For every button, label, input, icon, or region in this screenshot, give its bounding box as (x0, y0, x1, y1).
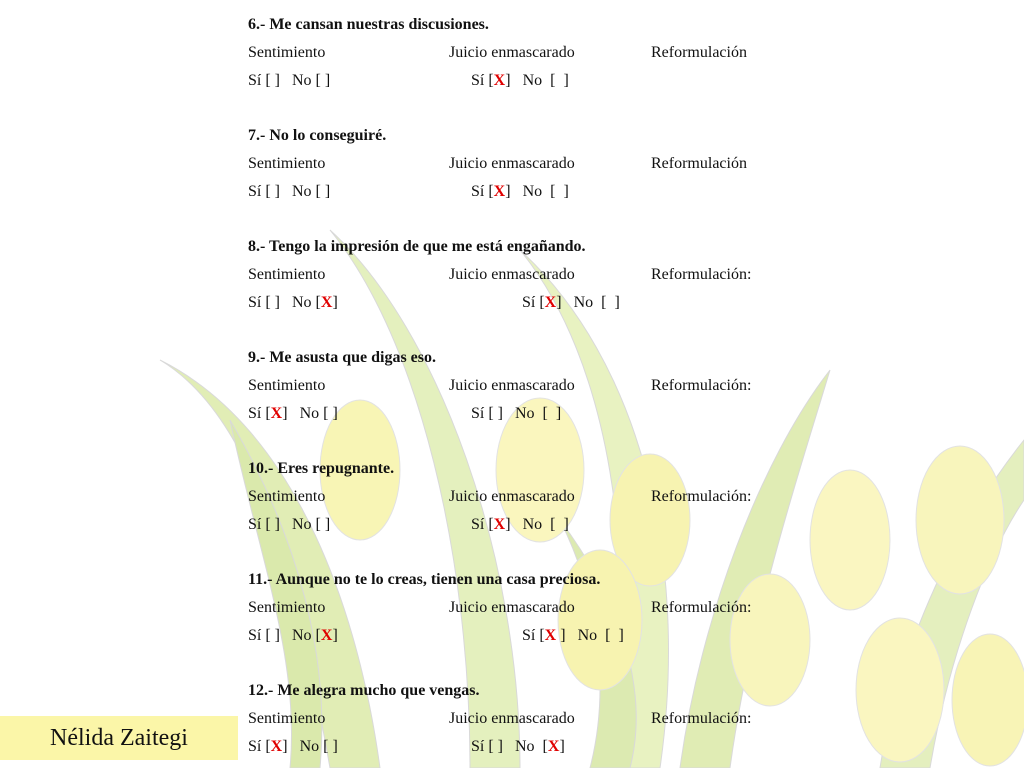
exercise-title: 7.- No lo conseguiré. (248, 127, 387, 144)
answer-no-label: ] No [ (505, 183, 556, 200)
checkbox-close-bracket: ] (332, 627, 338, 644)
answer-si-label: Sí [ (248, 516, 271, 533)
no-checkbox-mark[interactable]: X (547, 738, 560, 755)
answer-si-label: Sí [ (471, 72, 494, 89)
label-juicio-enmascarado: Juicio enmascarado (449, 44, 575, 61)
sentimiento-answer (248, 514, 330, 536)
answer-si-label: Sí [ (248, 405, 271, 422)
checkbox-close-bracket: ] (324, 516, 331, 533)
author-footer (0, 716, 238, 760)
answer-no-label: ] No [ (505, 516, 556, 533)
no-checkbox-mark[interactable]: X (320, 627, 333, 644)
answer-si-label: Sí [ (522, 627, 545, 644)
answer-si-label: Sí [ (471, 405, 494, 422)
si-checkbox-mark[interactable]: X (544, 294, 557, 311)
answer-si-label: Sí [ (471, 183, 494, 200)
label-juicio-enmascarado: Juicio enmascarado (449, 710, 575, 727)
answer-si-label: Sí [ (248, 738, 271, 755)
label-reformulacion: Reformulación (651, 155, 747, 172)
sentimiento-answer (248, 181, 330, 203)
label-reformulacion: Reformulación: (651, 488, 752, 505)
label-sentimiento: Sentimiento (248, 44, 326, 61)
checkbox-close-bracket: ] (618, 627, 624, 644)
si-checkbox-mark[interactable]: X (493, 516, 506, 533)
answer-no-label: ] No [ (274, 516, 321, 533)
answer-no-label: ] No [ (274, 627, 321, 644)
answer-no-label: ] No [ (274, 294, 321, 311)
label-juicio-enmascarado: Juicio enmascarado (449, 155, 575, 172)
checkbox-close-bracket: ] (614, 294, 620, 311)
juicio-answer (471, 70, 569, 92)
checkbox-close-bracket: ] (563, 72, 569, 89)
exercise-title: 9.- Me asusta que digas eso. (248, 349, 437, 366)
sentimiento-answer (248, 736, 338, 758)
answer-si-label: Sí [ (248, 72, 271, 89)
answer-si-label: Sí [ (471, 738, 494, 755)
exercise-title: 6.- Me cansan nuestras discusiones. (248, 16, 489, 33)
label-reformulacion: Reformulación: (651, 266, 752, 283)
label-reformulacion: Reformulación: (651, 710, 752, 727)
answer-si-label: Sí [ (471, 516, 494, 533)
exercise-title: 12.- Me alegra mucho que vengas. (248, 682, 480, 699)
answer-no-label: ] No [ (505, 72, 556, 89)
checkbox-close-bracket: ] (324, 183, 331, 200)
checkbox-close-bracket: ] (332, 294, 338, 311)
checkbox-close-bracket: ] (555, 405, 562, 422)
label-juicio-enmascarado: Juicio enmascarado (449, 266, 575, 283)
exercise-title: 10.- Eres repugnante. (248, 460, 395, 477)
answer-si-label: Sí [ (248, 627, 271, 644)
si-checkbox-mark[interactable]: X (270, 405, 283, 422)
si-checkbox-mark[interactable]: X (493, 183, 506, 200)
checkbox-close-bracket: ] (324, 72, 331, 89)
answer-no-label: ] No [ (497, 405, 548, 422)
label-sentimiento: Sentimiento (248, 710, 326, 727)
exercise-title: 11.- Aunque no te lo creas, tienen una casa preciosa. (248, 571, 601, 588)
label-reformulacion: Reformulación (651, 44, 747, 61)
label-juicio-enmascarado: Juicio enmascarado (449, 599, 575, 616)
label-sentimiento: Sentimiento (248, 377, 326, 394)
checkbox-close-bracket: ] (563, 516, 569, 533)
answer-si-label: Sí [ (522, 294, 545, 311)
sentimiento-answer (248, 292, 338, 314)
answer-no-label: ] No [ (282, 738, 329, 755)
no-checkbox-mark[interactable] (548, 405, 556, 422)
label-juicio-enmascarado: Juicio enmascarado (449, 488, 575, 505)
label-sentimiento: Sentimiento (248, 599, 326, 616)
si-checkbox-mark[interactable]: X (493, 72, 506, 89)
exercise-title: 8.- Tengo la impresión de que me está engañando. (248, 238, 586, 255)
answer-no-label: ] No [ (560, 627, 611, 644)
label-sentimiento: Sentimiento (248, 155, 326, 172)
label-juicio-enmascarado: Juicio enmascarado (449, 377, 575, 394)
juicio-answer (471, 736, 565, 758)
answer-no-label: ] No [ (282, 405, 329, 422)
checkbox-close-bracket: ] (563, 183, 569, 200)
no-checkbox-mark[interactable]: X (320, 294, 333, 311)
si-checkbox-mark[interactable]: X (544, 627, 561, 644)
si-checkbox-mark[interactable]: X (270, 738, 283, 755)
sentimiento-answer (248, 625, 338, 647)
juicio-answer (522, 625, 624, 647)
sentimiento-answer (248, 70, 330, 92)
label-reformulacion: Reformulación: (651, 377, 752, 394)
author-name: Nélida Zaitegi (50, 725, 188, 751)
label-sentimiento: Sentimiento (248, 266, 326, 283)
checkbox-close-bracket: ] (332, 738, 338, 755)
juicio-answer (471, 514, 569, 536)
checkbox-close-bracket: ] (332, 405, 338, 422)
answer-si-label: Sí [ (248, 294, 271, 311)
juicio-answer (471, 403, 561, 425)
answer-si-label: Sí [ (248, 183, 271, 200)
juicio-answer (471, 181, 569, 203)
answer-no-label: ] No [ (274, 72, 321, 89)
juicio-answer (522, 292, 620, 314)
answer-no-label: ] No [ (274, 183, 321, 200)
answer-no-label: ] No [ (556, 294, 607, 311)
answer-no-label: ] No [ (497, 738, 548, 755)
sentimiento-answer (248, 403, 338, 425)
checkbox-close-bracket: ] (559, 738, 565, 755)
label-reformulacion: Reformulación: (651, 599, 752, 616)
label-sentimiento: Sentimiento (248, 488, 326, 505)
